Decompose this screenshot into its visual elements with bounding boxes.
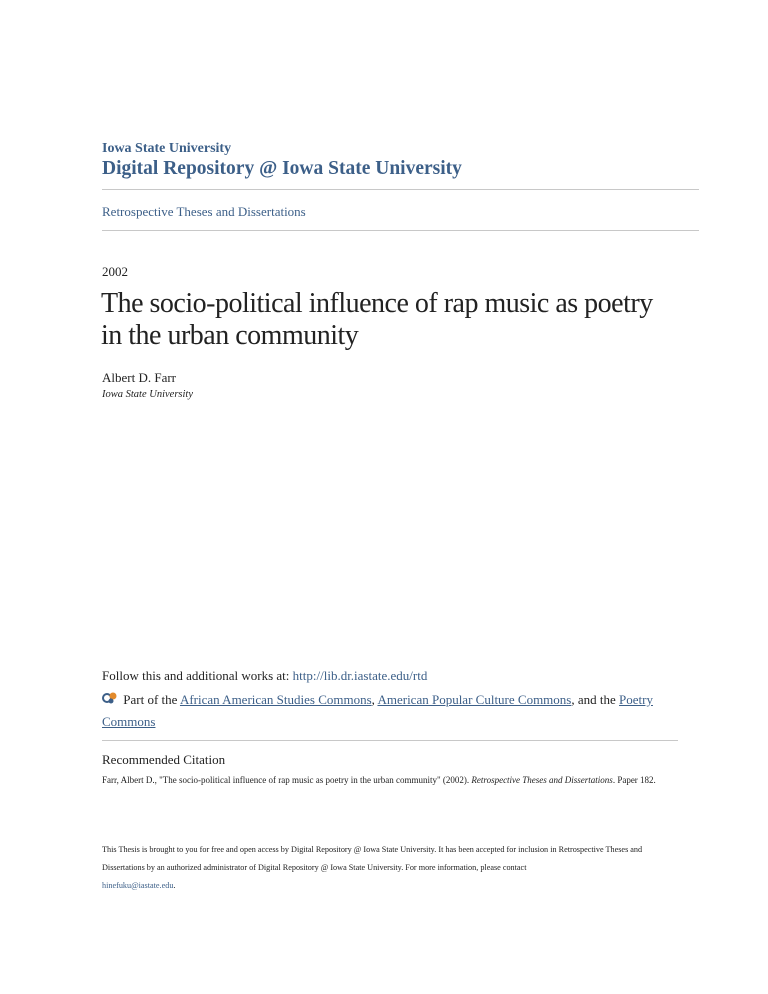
american-popular-culture-commons-link[interactable]: American Popular Culture Commons <box>377 692 572 707</box>
follow-url-link[interactable]: http://lib.dr.iastate.edu/rtd <box>292 668 428 683</box>
share-icon[interactable] <box>102 690 118 704</box>
publication-year: 2002 <box>102 264 128 279</box>
header-divider <box>102 189 699 190</box>
author-name[interactable]: Albert D. Farr <box>102 370 177 385</box>
notice-end: . <box>173 881 176 890</box>
institution-name: Iowa State University <box>102 141 232 156</box>
citation-journal: Retrospective Theses and Dissertations <box>471 775 613 785</box>
title-line-2: in the urban community <box>101 320 359 351</box>
access-notice <box>102 841 682 895</box>
citation-text <box>102 771 672 789</box>
title-line-1: The socio-political influence of rap music as poetry <box>101 288 653 319</box>
citation-paper: . Paper 182. <box>612 775 656 785</box>
follow-line <box>102 668 702 684</box>
citation-divider <box>102 740 678 741</box>
african-american-studies-commons-link[interactable]: African American Studies Commons <box>179 692 372 707</box>
citation-body: Farr, Albert D., "The socio-political influence of rap music as poetry in the urban community" (2002). <box>102 775 470 785</box>
part-of-prefix: Part of the <box>123 692 178 707</box>
document-title <box>101 288 701 352</box>
series-divider <box>102 230 699 231</box>
follow-label: Follow this and additional works at: <box>102 668 290 683</box>
series-link[interactable]: Retrospective Theses and Dissertations <box>102 204 306 219</box>
notice-text: This Thesis is brought to you for free and open access by Digital Repository @ Iowa State University. It has been accepted for inclusion in Retrospective Theses and Dissertations by an authorized administrator of Digital Repository @ Iowa State University. For more information, please contact <box>102 845 643 872</box>
recommended-citation-heading: Recommended Citation <box>102 752 226 767</box>
poetry-commons-link[interactable]: Poetry Commons <box>102 692 653 729</box>
commons-separator-1: , <box>371 692 375 707</box>
contact-email-link[interactable]: hinefuku@iastate.edu <box>102 881 174 890</box>
part-of-commons <box>102 689 682 733</box>
repository-name[interactable]: Digital Repository @ Iowa State University <box>102 158 462 179</box>
author-affiliation: Iowa State University <box>102 389 193 400</box>
commons-separator-2: , and the <box>571 692 616 707</box>
